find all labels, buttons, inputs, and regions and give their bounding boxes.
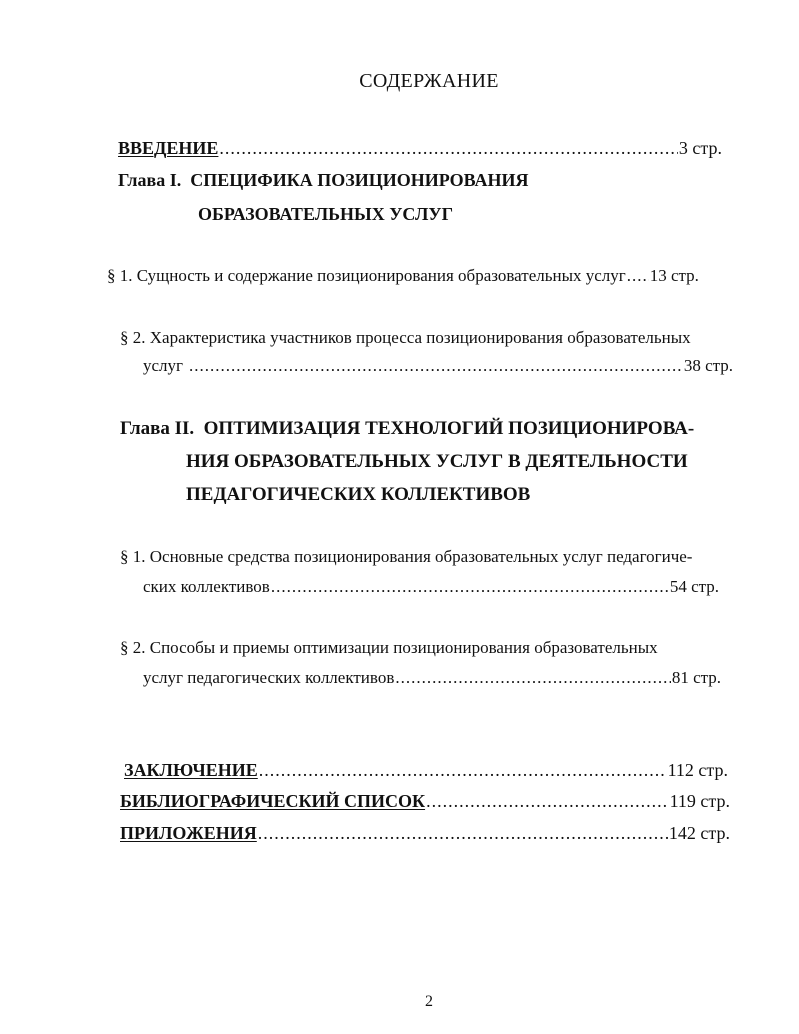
ch1-s1-text: § 1. Сущность и содержание позиционирования образовательных услуг: [107, 266, 626, 285]
dot-leader: [627, 266, 649, 286]
chapter2-label: Глава II.: [120, 418, 195, 439]
dot-leader: [426, 791, 669, 812]
toc-conclusion-label: ЗАКЛЮЧЕНИЕ: [124, 760, 258, 780]
dot-leader: [189, 356, 683, 376]
chapter1-title-line2: ОБРАЗОВАТЕЛЬНЫХ УСЛУГ: [198, 204, 454, 224]
toc-entry-ch2-s1: [143, 577, 719, 597]
ch1-s2-page: 38 стр.: [683, 356, 733, 375]
ch2-s2-line2: услуг педагогических коллективов: [143, 668, 395, 687]
ch2-s1-line1: § 1. Основные средства позиционирования образовательных услуг педагогиче-: [120, 547, 693, 566]
chapter2-title-line2: НИЯ ОБРАЗОВАТЕЛЬНЫХ УСЛУГ В ДЕЯТЕЛЬНОСТИ: [186, 451, 688, 472]
toc-bibliography-label: БИБЛИОГРАФИЧЕСКИЙ СПИСОК: [120, 791, 426, 811]
toc-entry-ch2-s2: [143, 668, 721, 688]
ch2-s2-line1: § 2. Способы и приемы оптимизации позиционирования образовательных: [120, 638, 658, 657]
ch2-s1-line2: ских коллективов: [143, 577, 270, 596]
dot-leader: [258, 823, 668, 844]
toc-entry-ch1-s2: [143, 356, 733, 376]
chapter1-title-line1: СПЕЦИФИКА ПОЗИЦИОНИРОВАНИЯ: [190, 170, 529, 190]
toc-intro-page: 3 стр.: [678, 138, 722, 158]
ch1-s1-page: 13 стр.: [649, 266, 699, 285]
toc-appendices-label: ПРИЛОЖЕНИЯ: [120, 823, 257, 843]
toc-entry-appendices: [120, 823, 730, 844]
chapter1-heading: [118, 170, 529, 191]
ch1-s2-line2: услуг: [143, 356, 184, 375]
toc-entry-conclusion: [124, 760, 728, 781]
toc-entry-intro: [118, 138, 722, 159]
dot-leader: [219, 138, 678, 159]
toc-entry-bibliography: [120, 791, 730, 812]
toc-bibliography-page: 119 стр.: [669, 791, 730, 811]
chapter2-heading: [120, 418, 694, 440]
toc-intro-label: ВВЕДЕНИЕ: [118, 138, 219, 158]
dot-leader: [259, 760, 667, 781]
ch2-s2-page: 81 стр.: [671, 668, 721, 687]
toc-entry-ch1-s1: [107, 266, 729, 286]
dot-leader: [271, 577, 669, 597]
toc-appendices-page: 142 стр.: [668, 823, 730, 843]
toc-conclusion-page: 112 стр.: [667, 760, 728, 780]
ch2-s1-page: 54 стр.: [669, 577, 719, 596]
chapter2-title-line3: ПЕДАГОГИЧЕСКИХ КОЛЛЕКТИВОВ: [186, 484, 531, 505]
dot-leader: [395, 668, 670, 688]
page-number: 2: [425, 993, 433, 1010]
page-title: СОДЕРЖАНИЕ: [359, 70, 499, 92]
chapter2-title-line1: ОПТИМИЗАЦИЯ ТЕХНОЛОГИЙ ПОЗИЦИОНИРОВА-: [203, 418, 695, 439]
chapter1-label: Глава I.: [118, 170, 182, 190]
ch1-s2-line1: § 2. Характеристика участников процесса позиционирования образовательных: [120, 328, 691, 347]
